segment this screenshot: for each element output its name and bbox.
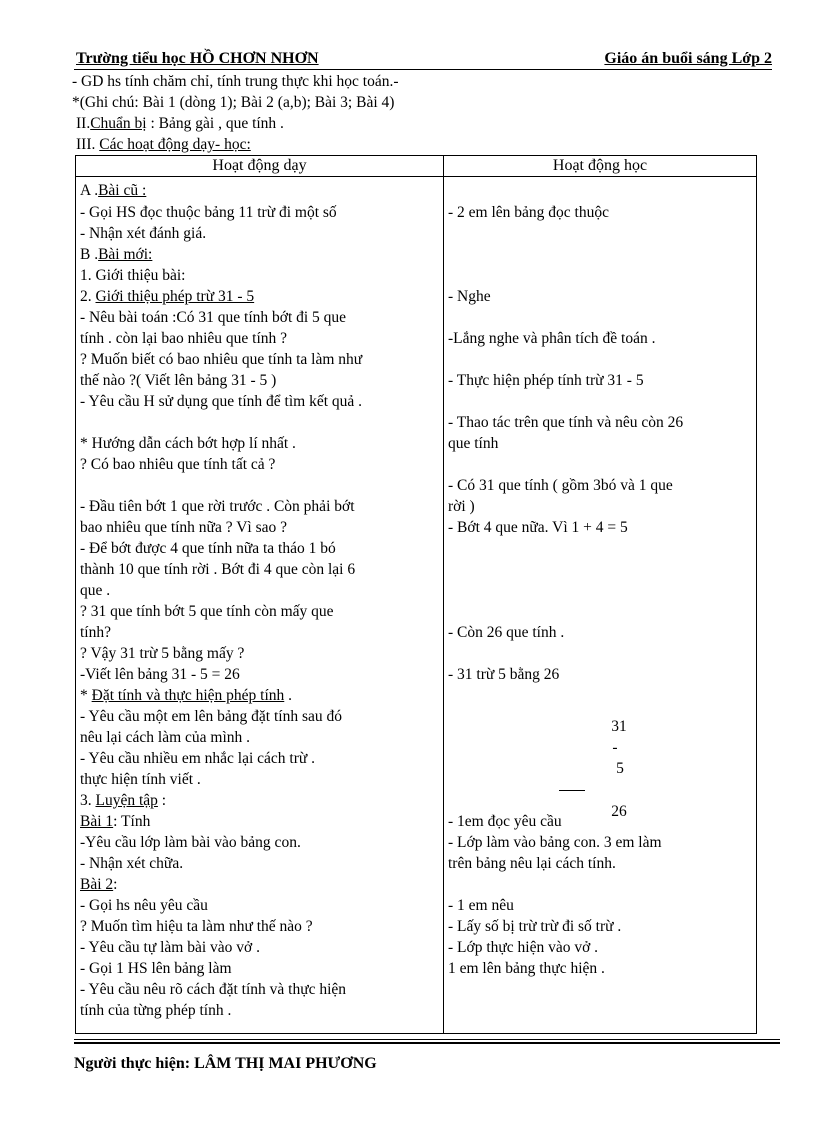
student-text: - Lấy số bị trừ trừ đi số trừ .	[448, 918, 622, 935]
teacher-trailing-text: .	[284, 687, 293, 704]
student-line	[448, 938, 752, 958]
student-line	[448, 203, 752, 223]
teacher-line	[80, 203, 439, 223]
teacher-line	[80, 287, 439, 307]
teacher-line	[80, 581, 439, 601]
teacher-line	[80, 539, 439, 559]
teacher-line	[80, 329, 439, 349]
student-line	[448, 812, 752, 832]
teacher-line	[80, 749, 439, 769]
header-rule	[74, 69, 772, 70]
student-text: - Lớp thực hiện vào vở .	[448, 939, 599, 956]
teacher-line	[80, 308, 439, 328]
calc-result: 26	[611, 803, 627, 820]
teacher-text: 1. Giới thiệu bài:	[80, 267, 186, 284]
student-text: - Thao tác trên que tính và nêu còn 26	[448, 414, 684, 431]
teacher-line	[80, 560, 439, 580]
teacher-line	[80, 392, 439, 412]
teacher-line	[80, 434, 439, 454]
footer-rule-thin	[74, 1039, 780, 1040]
teacher-text: ? Vậy 31 trừ 5 bằng mấy ?	[80, 645, 245, 662]
teacher-underlined-text: Bài mới:	[98, 246, 153, 263]
teacher-line	[80, 875, 439, 895]
teacher-text: thành 10 que tính rời . Bớt đi 4 que còn lại 6	[80, 561, 356, 578]
intro-line-1: - GD hs tính chăm chỉ, tính trung thực khi học toán.-	[72, 73, 399, 90]
teacher-line	[80, 812, 439, 832]
activities-label: Các hoạt động dạy- học:	[99, 136, 251, 153]
student-text: - 1em đọc yêu cầu	[448, 813, 562, 830]
table-header-row	[76, 156, 757, 177]
footer-rule-thick	[74, 1042, 780, 1044]
teacher-text: thực hiện tính viết .	[80, 771, 201, 788]
teacher-line	[80, 896, 439, 916]
teacher-line	[80, 707, 439, 727]
calc-rule	[559, 790, 585, 791]
teacher-column	[76, 177, 444, 1034]
teacher-text: ? Có bao nhiêu que tính tất cả ?	[80, 456, 276, 473]
student-text: 1 em lên bảng thực hiện .	[448, 960, 605, 977]
student-line	[448, 434, 752, 454]
teacher-line	[80, 686, 439, 706]
teacher-line	[80, 266, 439, 286]
teacher-line	[80, 518, 439, 538]
student-text: - Thực hiện phép tính trừ 31 - 5	[448, 372, 644, 389]
activities-prefix: III.	[76, 136, 100, 153]
student-line	[448, 413, 752, 433]
student-text: - Có 31 que tính ( gồm 3bó và 1 que	[448, 477, 673, 494]
prep-line	[76, 114, 284, 134]
activities-table	[75, 155, 757, 1034]
school-name: Trường tiểu học HỒ CHƠN NHƠN	[76, 50, 319, 67]
teacher-text: - Đầu tiên bớt 1 que rời trước . Còn phải bớt	[80, 498, 355, 515]
teacher-text: - Gọi hs nêu yêu cầu	[80, 897, 208, 914]
teacher-text: ? Muốn tìm hiệu ta làm như thế nào ?	[80, 918, 313, 935]
teacher-line	[80, 770, 439, 790]
student-line	[448, 518, 752, 538]
teacher-trailing-text: :	[157, 792, 167, 809]
student-line	[448, 959, 752, 979]
student-text: rời )	[448, 498, 475, 515]
teacher-text: - Yêu cầu nêu rõ cách đặt tính và thực hiện	[80, 981, 347, 998]
teacher-text: tính . còn lại bao nhiêu que tính ?	[80, 330, 288, 347]
footer-label: Người thực hiện:	[74, 1055, 191, 1072]
prep-label: Chuẩn bị	[90, 115, 147, 132]
activities-line	[76, 135, 251, 155]
calc-subtrahend: 5	[616, 760, 624, 777]
student-text: -Lắng nghe và phân tích đề toán .	[448, 330, 656, 347]
student-line	[448, 623, 752, 643]
teacher-text: - Để bớt được 4 que tính nữa ta tháo 1 bó	[80, 540, 336, 557]
teacher-underlined-text: Luyện tập	[95, 792, 158, 809]
student-text: trên bảng nêu lại cách tính.	[448, 855, 616, 872]
student-text: - Còn 26 que tính .	[448, 624, 565, 641]
teacher-text: * Hướng dẫn cách bớt hợp lí nhất .	[80, 435, 296, 452]
teacher-text: -Yêu cầu lớp làm bài vào bảng con.	[80, 834, 301, 851]
teacher-text: bao nhiêu que tính nữa ? Vì sao ?	[80, 519, 287, 536]
prep-prefix: II.	[76, 115, 91, 132]
student-text: - Bớt 4 que nữa. Vì 1 + 4 = 5	[448, 519, 628, 536]
student-text: - Lớp làm vào bảng con. 3 em làm	[448, 834, 662, 851]
student-line	[448, 476, 752, 496]
student-text: - 2 em lên bảng đọc thuộc	[448, 204, 609, 221]
teacher-line	[80, 602, 439, 622]
student-column	[444, 177, 757, 1034]
calc-minus-sign: -	[612, 739, 618, 756]
student-line	[448, 497, 752, 517]
student-line	[448, 329, 752, 349]
lesson-title: Giáo án buổi sáng Lớp 2	[604, 50, 772, 67]
student-line	[448, 287, 752, 307]
teacher-line	[80, 833, 439, 853]
teacher-line	[80, 728, 439, 748]
teacher-line	[80, 791, 439, 811]
teacher-line	[80, 854, 439, 874]
student-line	[448, 665, 752, 685]
teacher-text: nêu lại cách làm của mình .	[80, 729, 251, 746]
teacher-text: que .	[80, 582, 111, 599]
teacher-line	[80, 980, 439, 1000]
teacher-text: 2.	[80, 288, 96, 305]
prep-rest: : Bảng gài , que tính .	[146, 115, 284, 132]
teacher-text: - Yêu cầu nhiều em nhắc lại cách trừ .	[80, 750, 316, 767]
teacher-underlined-text: Bài 2	[80, 876, 114, 893]
teacher-text: B .	[80, 246, 99, 263]
teacher-line	[80, 644, 439, 664]
footer	[74, 1055, 377, 1073]
teacher-text: - Yêu cầu H sử dụng que tính để tìm kết quả .	[80, 393, 363, 410]
teacher-line	[80, 1001, 439, 1021]
teacher-line	[80, 245, 439, 265]
student-line	[448, 371, 752, 391]
teacher-text: 3.	[80, 792, 96, 809]
teacher-underlined-text: Bài 1	[80, 813, 114, 830]
teacher-text: - Nhận xét chữa.	[80, 855, 184, 872]
teacher-text: A .	[80, 182, 99, 199]
teacher-underlined-text: Đặt tính và thực hiện phép tính	[91, 687, 285, 704]
teacher-text: tính?	[80, 624, 111, 641]
teacher-line	[80, 623, 439, 643]
teacher-line	[80, 917, 439, 937]
student-text: - 31 trừ 5 bằng 26	[448, 666, 560, 683]
teacher-text: tính của từng phép tính .	[80, 1002, 232, 1019]
teacher-text: - Yêu cầu tự làm bài vào vở .	[80, 939, 261, 956]
teacher-line	[80, 938, 439, 958]
teacher-text: - Gọi 1 HS lên bảng làm	[80, 960, 232, 977]
teacher-text: - Gọi HS đọc thuộc bảng 11 trừ đi một số	[80, 204, 337, 221]
author-name: LÂM THỊ MAI PHƯƠNG	[194, 1055, 377, 1072]
teacher-line	[80, 455, 439, 475]
student-line	[448, 917, 752, 937]
teacher-text: -Viết lên bảng 31 - 5 = 26	[80, 666, 240, 683]
teacher-text: ? Muốn biết có bao nhiêu que tính ta làm như	[80, 351, 363, 368]
teacher-text: *	[80, 687, 92, 704]
teacher-line	[80, 371, 439, 391]
teacher-line	[80, 665, 439, 685]
student-text: - Nghe	[448, 288, 491, 305]
header-student: Hoạt động học	[444, 156, 757, 177]
teacher-trailing-text: :	[113, 876, 118, 893]
teacher-text: ? 31 que tính bớt 5 que tính còn mấy que	[80, 603, 334, 620]
teacher-underlined-text: Giới thiệu phép trừ 31 - 5	[95, 288, 255, 305]
student-text: que tính	[448, 435, 499, 452]
student-line	[448, 854, 752, 874]
teacher-text: - Nhận xét đánh giá.	[80, 225, 207, 242]
student-line	[448, 833, 752, 853]
teacher-line	[80, 959, 439, 979]
calc-minuend: 31	[611, 718, 627, 735]
header-teacher: Hoạt động dạy	[76, 156, 444, 177]
teacher-underlined-text: Bài cũ :	[98, 182, 147, 199]
teacher-text: - Yêu cầu một em lên bảng đặt tính sau đó	[80, 708, 342, 725]
teacher-line	[80, 350, 439, 370]
teacher-text: - Nêu bài toán :Có 31 que tính bớt đi 5 que	[80, 309, 347, 326]
table-body-row	[76, 177, 757, 1034]
teacher-line	[80, 224, 439, 244]
teacher-line	[80, 497, 439, 517]
intro-line-2: *(Ghi chú: Bài 1 (dòng 1); Bài 2 (a,b); Bài 3; Bài 4)	[72, 94, 395, 111]
teacher-trailing-text: : Tính	[113, 813, 151, 830]
student-line	[448, 896, 752, 916]
teacher-line	[80, 181, 439, 201]
teacher-text: thế nào ?( Viết lên bảng 31 - 5 )	[80, 372, 277, 389]
page-header	[76, 50, 772, 70]
student-text: - 1 em nêu	[448, 897, 514, 914]
